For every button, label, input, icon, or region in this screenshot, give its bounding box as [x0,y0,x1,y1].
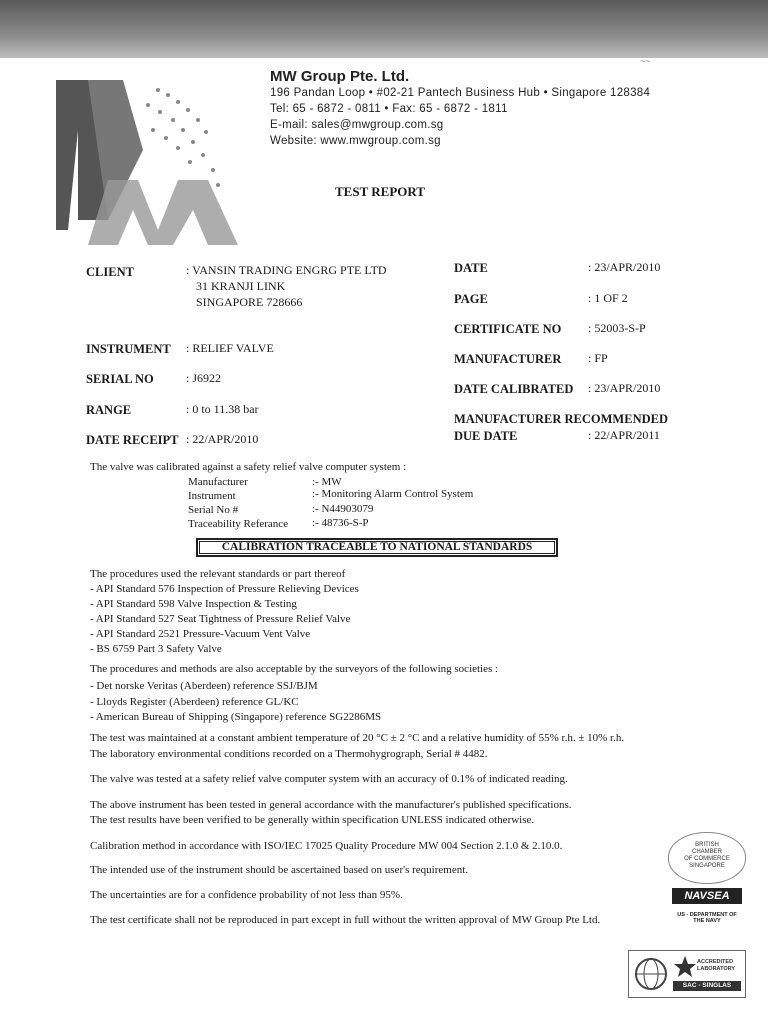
date-value: : 23/APR/2010 [588,260,661,274]
company-website: Website: www.mwgroup.com.sg [270,135,441,147]
page-label: PAGE [454,292,488,306]
standard-item: - API Standard 598 Valve Inspection & Testing [90,598,297,610]
mw-logo-icon [48,70,248,245]
navsea-badge [672,888,742,924]
due-date-label: DUE DATE [454,429,518,443]
receipt-value: : 22/APR/2010 [186,432,259,446]
accuracy-line: The valve was tested at a safety relief valve computer system with an accuracy of 0.1% of indicated reading. [90,773,568,785]
company-name: MW Group Pte. Ltd. [270,68,410,85]
manufacturer-label: MANUFACTURER [454,352,562,366]
reproduction-line: The test certificate shall not be reproduced in part except in full without the written approval of MW Group Pte Ltd. [90,914,601,926]
client-value: : VANSIN TRADING ENGRG PTE LTD [186,263,387,277]
globe-icon [633,957,669,991]
standard-item: - API Standard 576 Inspection of Pressure Relieving Devices [90,583,359,595]
system-key: Instrument [188,490,236,502]
societies-intro: The procedures and methods are also acceptable by the surveyors of the following societies : [90,663,499,675]
standards-intro: The procedures used the relevant standards or part thereof [90,568,346,580]
page-value: : 1 OF 2 [588,291,628,305]
system-value: :- MW [312,476,342,488]
chamber-line: OF COMMERCE [684,856,730,862]
british-chamber-badge [668,832,746,884]
serial-label: SERIAL NO [86,372,154,386]
company-email: E-mail: sales@mwgroup.com.sg [270,119,444,131]
date-label: DATE [454,261,488,275]
sac-singlas-label: SAC - SINGLAS [673,981,741,991]
method-line: Calibration method in accordance with ISO/IEC 17025 Quality Procedure MW 004 Section 2.1.0 & 2.10.0. [90,840,563,852]
chamber-line: CHAMBER [691,849,722,855]
standard-item: - API Standard 527 Seat Tightness of Pressure Relief Valve [90,613,351,625]
scan-header-bar [0,0,768,58]
due-date-value: : 22/APR/2011 [588,428,660,442]
system-value: :- N44903079 [312,503,374,515]
certificate-value: : 52003-S-P [588,321,646,335]
report-title: TEST REPORT [335,184,425,199]
recommended-label: MANUFACTURER RECOMMENDED [454,412,668,426]
system-key: Manufacturer [188,476,248,488]
society-item: - American Bureau of Shipping (Singapore) reference SG2286MS [90,711,382,723]
society-item: - Lloyds Register (Aberdeen) reference GL/KC [90,696,299,708]
company-header [270,68,650,149]
system-key: Serial No # [188,504,239,516]
system-value: :- Monitoring Alarm Control System [312,488,474,500]
sac-line: LABORATORY [697,966,736,972]
uncertainty-line: The uncertainties are for a confidence probability of not less than 95%. [90,889,403,901]
system-intro: The valve was calibrated against a safety relief valve computer system : [90,461,407,473]
serial-value: : J6922 [186,371,222,385]
star-icon [673,955,697,979]
company-address: 196 Pandan Loop • #02-21 Pantech Business Hub • Singapore 128384 [270,87,651,99]
company-phone: Tel: 65 - 6872 - 0811 • Fax: 65 - 6872 - 1811 [270,103,508,115]
chamber-line: BRITISH [695,842,719,848]
calibrated-label: DATE CALIBRATED [454,382,574,396]
traceable-banner [196,538,558,557]
manufacturer-value: : FP [588,351,608,365]
sac-singlas-badge [628,950,746,998]
system-key: Traceability Referance [188,518,289,530]
navsea-label: NAVSEA [672,888,742,904]
range-label: RANGE [86,403,132,417]
society-item: - Det norske Veritas (Aberdeen) reference SSJ/BJM [90,680,318,692]
system-value: :- 48736-S-P [312,517,369,529]
handwritten-mark: ~~ [640,56,651,66]
client-address-1: 31 KRANJI LINK [196,279,286,293]
standard-item: - BS 6759 Part 3 Safety Valve [90,643,222,655]
instrument-value: : RELIEF VALVE [186,341,274,355]
sac-line: ACCREDITED [697,959,734,965]
instrument-label: INSTRUMENT [86,342,171,356]
receipt-label: DATE RECEIPT [86,433,179,447]
intended-use-line: The intended use of the instrument should be ascertained based on user's requirement. [90,864,469,876]
client-address-2: SINGAPORE 728666 [196,295,303,309]
calibrated-value: : 23/APR/2010 [588,381,661,395]
environment-line-2: The laboratory environmental conditions recorded on a Thermohygrograph, Serial # 4482. [90,748,488,760]
environment-line-1: The test was maintained at a constant ambient temperature of 20 °C ± 2 °C and a relative humidity of 55% r.h. ± 10% r.h. [90,732,625,744]
general-line-2: The test results have been verified to be generally within specification UNLESS indicated otherwise. [90,814,535,826]
traceable-banner-text: CALIBRATION TRACEABLE TO NATIONAL STANDARDS [221,541,533,553]
client-label: CLIENT [86,265,134,279]
general-line-1: The above instrument has been tested in general accordance with the manufacturer's published specifications. [90,799,572,811]
range-value: : 0 to 11.38 bar [186,402,259,416]
chamber-line: SINGAPORE [689,863,725,869]
standard-item: - API Standard 2521 Pressure-Vacuum Vent Valve [90,628,311,640]
navsea-subtitle: US - DEPARTMENT OF THE NAVY [677,912,737,924]
certificate-label: CERTIFICATE NO [454,322,562,336]
